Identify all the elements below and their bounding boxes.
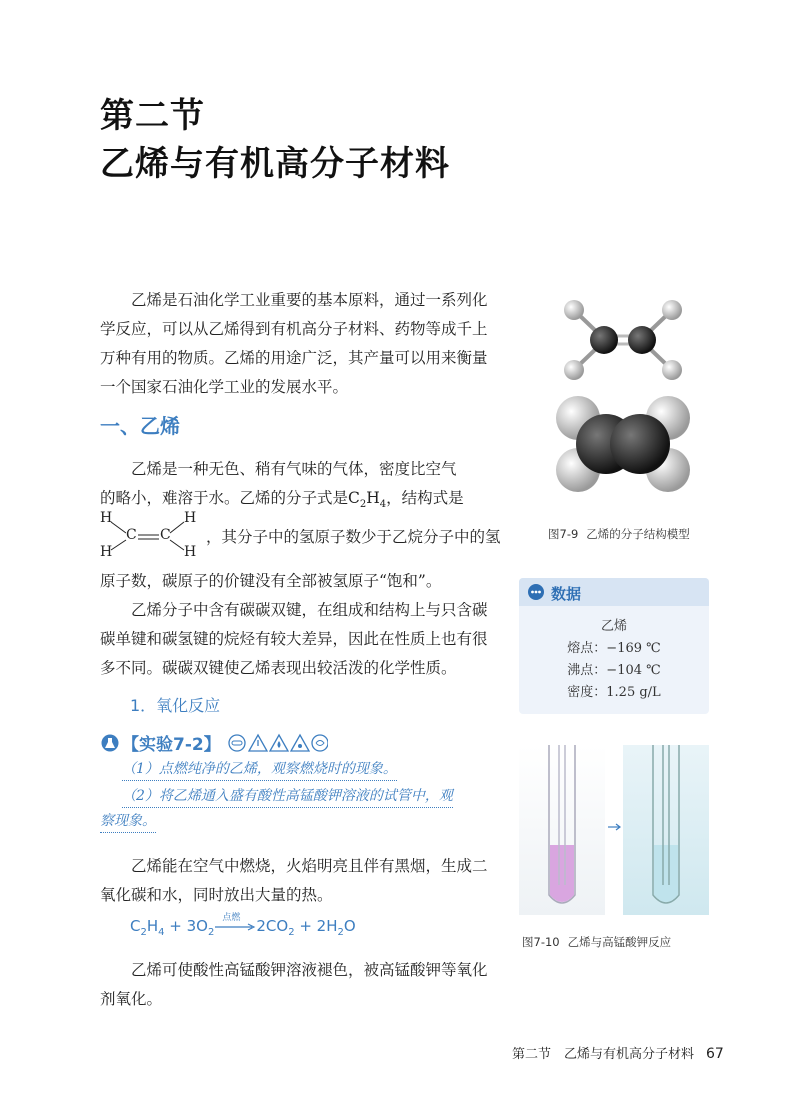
intro-line: 万种有用的物质。乙烯的用途广泛，其产量可以用来衡量 — [100, 349, 488, 367]
para-line: 剂氧化。 — [100, 990, 163, 1008]
para-line: 氧化碳和水，同时放出大量的热。 — [100, 886, 333, 904]
figure-caption-7-9: 图7-9 乙烯的分子结构模型 — [548, 527, 690, 541]
data-boiling-point: 沸点：−104 ℃ — [567, 663, 661, 678]
experiment-block — [100, 730, 510, 829]
experiment-step-2-cont: 察现象。 — [100, 810, 156, 833]
text-span: 的略小，难溶于水。乙烯的分子式是 — [100, 489, 349, 507]
goggles-icon — [229, 735, 245, 751]
section-heading-ethylene: 一、乙烯 — [100, 414, 180, 438]
reaction-arrow — [214, 912, 256, 934]
intro-line: 学反应，可以从乙烯得到有机高分子材料、药物等成千上 — [100, 320, 488, 338]
page-title: 乙烯与有机高分子材料 — [100, 144, 450, 184]
test-tubes-drawing — [519, 745, 709, 915]
reaction-condition: 点燃 — [222, 912, 241, 923]
page-number: 67 — [706, 1046, 724, 1062]
data-box — [519, 578, 709, 714]
experiment-step-2: （2）将乙烯通入盛有酸性高锰酸钾溶液的试管中，观 — [122, 785, 453, 808]
atom-h: H — [100, 544, 113, 560]
atom-c: C — [126, 527, 137, 543]
chapter-section-number: 第二节 — [100, 96, 205, 136]
para-line: 乙烯可使酸性高锰酸钾溶液褪色，被高锰酸钾等氧化 — [131, 961, 488, 979]
intro-paragraph — [100, 286, 500, 402]
para-line: 乙烯是一种无色、稍有气味的气体，密度比空气 — [131, 460, 457, 478]
intro-line: 一个国家石油化学工业的发展水平。 — [100, 378, 349, 396]
atom-c: C — [160, 527, 171, 543]
data-substance-name: 乙烯 — [600, 619, 627, 634]
para-line: 乙烯分子中含有碳碳双键，在组成和结构上与只含碳 — [131, 601, 488, 619]
experiment-step-1: （1）点燃纯净的乙烯，观察燃烧时的现象。 — [122, 758, 397, 781]
para-line: 乙烯能在空气中燃烧，火焰明亮且伴有黑烟，生成二 — [131, 857, 488, 875]
para-line: 碳单键和碳氢键的烷烃有较大差异，因此在性质上也有很 — [100, 630, 488, 648]
safety-icons — [228, 733, 328, 753]
atom-h: H — [100, 510, 113, 526]
combustion-paragraph — [100, 852, 500, 910]
combustion-equation: $C_2H_4 + 3O_2$ 点燃 $2CO_2 + 2H_2O$ — [130, 917, 356, 938]
atom-h: H — [184, 544, 197, 560]
para-line: 原子数，碳原子的价键没有全部被氢原子“饱和”。 — [100, 572, 442, 590]
space-filling-model — [556, 396, 690, 492]
experiment-title: 【实验7-2】 — [122, 735, 221, 755]
footer-section-title: 第二节 乙烯与有机高分子材料 — [512, 1047, 695, 1062]
bond-lines — [100, 510, 210, 560]
oxidation-paragraph — [100, 956, 500, 1014]
text-span: ，结构式是 — [386, 489, 464, 507]
atom-h: H — [184, 510, 197, 526]
test-tube-after — [653, 745, 679, 903]
test-tube-photo — [519, 745, 709, 915]
para-line: ，其分子中的氢原子数少于乙烷分子中的氢 — [206, 528, 501, 546]
subsection-heading-oxidation: 1．氧化反应 — [130, 696, 221, 715]
ball-and-stick-model — [564, 300, 682, 380]
figure-caption-7-10: 图7-10 乙烯与高锰酸钾反应 — [522, 935, 672, 949]
para-line: 多不同。碳碳双键使乙烯表现出较活泼的化学性质。 — [100, 659, 457, 677]
data-icon — [527, 583, 545, 601]
data-box-header — [519, 578, 709, 606]
page-footer — [512, 1043, 724, 1062]
flask-icon — [100, 734, 120, 752]
data-melting-point: 熔点：−169 ℃ — [567, 641, 661, 656]
intro-line: 乙烯是石油化学工业重要的基本原料，通过一系列化 — [131, 291, 488, 309]
data-box-title: 数据 — [551, 585, 582, 603]
corrosive-icon — [291, 735, 309, 751]
ethylene-molecule-models — [548, 290, 698, 500]
warning-icon — [249, 735, 267, 751]
structural-formula — [100, 510, 210, 560]
flammable-icon — [270, 735, 288, 751]
data-density: 密度：1.25 g/L — [567, 685, 661, 700]
test-tube-before — [549, 745, 575, 903]
ventilation-icon — [312, 735, 328, 751]
molecular-formula: $C_2H_4$ — [348, 489, 387, 511]
double-bond-paragraph — [100, 596, 500, 683]
